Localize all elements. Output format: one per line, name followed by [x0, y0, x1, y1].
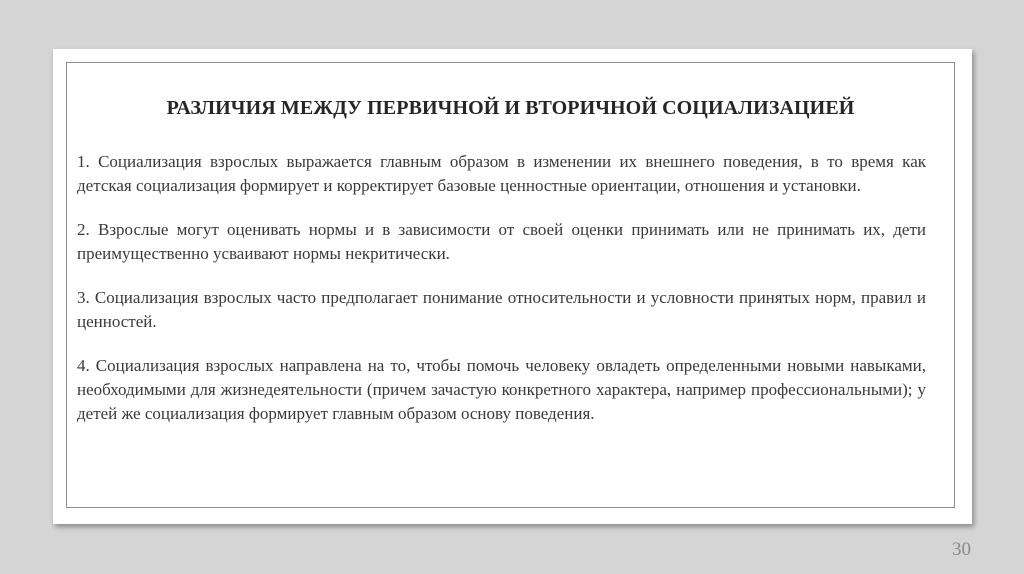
- slide-card: [53, 49, 972, 524]
- content-frame: [66, 62, 955, 508]
- paragraph-2: 2. Взрослые могут оценивать нормы и в зависимости от своей оценки принимать или не принимать их, дети преимущественно усваивают нормы некритически.: [77, 220, 926, 263]
- paragraph-1: 1. Социализация взрослых выражается главным образом в изменении их внешнего поведения, в то время как детская социализация формирует и корректирует базовые ценностные ориентации, отношения и установки.: [77, 152, 926, 195]
- paragraph-list: [77, 150, 926, 446]
- page-number: 30: [952, 539, 971, 560]
- paragraph-3: 3. Социализация взрослых часто предполагает понимание относительности и условности принятых норм, правил и ценностей.: [77, 288, 926, 331]
- paragraph-4: 4. Социализация взрослых направлена на то, чтобы помочь человеку овладеть определенными новыми навыками, необходимыми для жизнедеятельности (причем зачастую конкретного характера, например профессиональными); у детей же социализация формирует главным образом основу поведения.: [77, 356, 926, 423]
- slide-title: РАЗЛИЧИЯ МЕЖДУ ПЕРВИЧНОЙ И ВТОРИЧНОЙ СОЦИАЛИЗАЦИЕЙ: [166, 97, 855, 119]
